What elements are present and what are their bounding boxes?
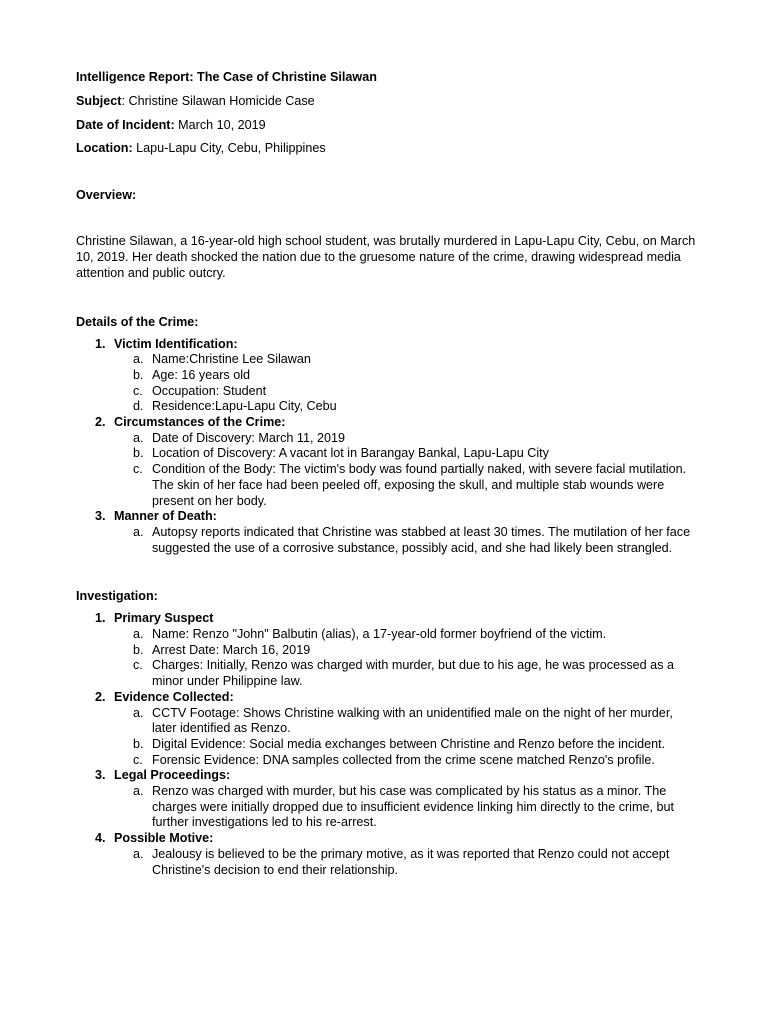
subject-line	[76, 93, 696, 109]
item-text: Residence:Lapu-Lapu City, Cebu	[152, 399, 337, 414]
list-item	[133, 430, 696, 447]
section-title: Victim Identification:	[114, 336, 238, 351]
section-title: Evidence Collected:	[114, 689, 234, 704]
item-letter: d.	[133, 399, 144, 414]
subitem-list	[114, 706, 696, 769]
item-text: Digital Evidence: Social media exchanges between Christine and Renzo before the incident.	[152, 736, 666, 751]
location-value: Lapu-Lapu City, Cebu, Philippines	[132, 141, 326, 156]
item-letter: b.	[133, 446, 144, 461]
item-text: Location of Discovery: A vacant lot in Barangay Bankal, Lapu-Lapu City	[152, 446, 549, 461]
item-text: Jealousy is believed to be the primary motive, as it was reported that Renzo could not accept Christine's decision to end their relationship.	[152, 846, 670, 877]
item-letter: a.	[133, 430, 144, 445]
item-letter: a.	[133, 352, 144, 367]
subitem-list	[114, 352, 696, 415]
item-letter: a.	[133, 784, 144, 799]
subitem-list	[114, 431, 696, 510]
subitem-list	[114, 627, 696, 690]
subject-value: : Christine Silawan Homicide Case	[121, 93, 315, 108]
investigation-list	[76, 611, 696, 878]
list-item	[133, 784, 696, 831]
item-letter: c.	[133, 383, 143, 398]
section-number: 2.	[95, 689, 106, 704]
list-item	[133, 367, 696, 384]
section-number: 3.	[95, 509, 106, 524]
details-section	[95, 336, 696, 416]
item-letter: a.	[133, 627, 144, 642]
item-text: Autopsy reports indicated that Christine was stabbed at least 30 times. The mutilation of her face suggested the use of a corrosive substance, possibly acid, and she had likely been strangled.	[152, 524, 691, 555]
list-item	[133, 352, 696, 368]
list-item	[133, 642, 696, 659]
item-letter: a.	[133, 705, 144, 720]
item-text: Name:Christine Lee Silawan	[152, 352, 311, 367]
list-item	[133, 846, 696, 878]
list-item	[133, 627, 696, 643]
section-title: Possible Motive:	[114, 831, 214, 846]
report-title: Intelligence Report: The Case of Christine Silawan	[76, 70, 377, 84]
list-item	[133, 658, 696, 689]
investigation-section	[95, 611, 696, 690]
list-item	[133, 524, 696, 556]
list-item	[133, 736, 696, 753]
document-page	[76, 69, 696, 878]
item-letter: c.	[133, 462, 143, 477]
details-heading: Details of the Crime:	[76, 314, 199, 329]
item-text: Arrest Date: March 16, 2019	[152, 642, 311, 657]
section-title: Legal Proceedings:	[114, 768, 231, 783]
details-section	[95, 509, 696, 556]
list-item	[133, 383, 696, 400]
overview-heading: Overview:	[76, 188, 137, 203]
section-title: Manner of Death:	[114, 509, 217, 524]
item-text: Forensic Evidence: DNA samples collected from the crime scene matched Renzo's profile.	[152, 752, 655, 767]
item-letter: b.	[133, 736, 144, 751]
subject-label: Subject	[76, 93, 122, 108]
list-item	[133, 446, 696, 462]
item-letter: a.	[133, 846, 144, 861]
item-text: CCTV Footage: Shows Christine walking with an unidentified male on the night of her murder, later identified as Renzo.	[152, 705, 673, 736]
section-number: 2.	[95, 415, 106, 430]
section-title: Primary Suspect	[114, 611, 214, 626]
item-text: Occupation: Student	[152, 383, 267, 398]
section-number: 3.	[95, 768, 106, 783]
section-number: 1.	[95, 611, 106, 626]
item-letter: c.	[133, 752, 143, 767]
location-line	[76, 140, 696, 156]
investigation-section	[95, 831, 696, 878]
item-text: Name: Renzo "John" Balbutin (alias), a 17-year-old former boyfriend of the victim.	[152, 627, 607, 642]
item-letter: b.	[133, 642, 144, 657]
section-number: 4.	[95, 831, 106, 846]
subitem-list	[114, 847, 696, 878]
list-item	[133, 705, 696, 737]
list-item	[133, 752, 696, 769]
item-text: Date of Discovery: March 11, 2019	[152, 430, 345, 445]
item-text: Age: 16 years old	[152, 367, 251, 382]
investigation-section	[95, 768, 696, 831]
details-section	[95, 415, 696, 509]
subitem-list	[114, 525, 696, 556]
details-list	[76, 337, 696, 557]
investigation-section	[95, 689, 696, 769]
list-item	[133, 399, 696, 415]
item-letter: c.	[133, 658, 143, 673]
item-letter: a.	[133, 524, 144, 539]
list-item	[133, 462, 696, 509]
item-text: Charges: Initially, Renzo was charged with murder, but due to his age, he was processed as a minor under Philippine law.	[152, 658, 674, 689]
date-value: March 10, 2019	[174, 117, 266, 132]
item-letter: b.	[133, 367, 144, 382]
item-text: Renzo was charged with murder, but his case was complicated by his status as a minor. The charges were initially dropped due to insufficient evidence linking him directly to the crime, but further investigations led to his re-arrest.	[152, 784, 674, 830]
investigation-heading: Investigation:	[76, 589, 158, 604]
location-label: Location:	[76, 141, 133, 156]
subitem-list	[114, 784, 696, 831]
section-title: Circumstances of the Crime:	[114, 415, 286, 430]
section-number: 1.	[95, 336, 106, 351]
item-text: Condition of the Body: The victim's body was found partially naked, with severe facial mutilation. The skin of her face had been peeled off, exposing the skull, and multiple stab wounds were present on her body.	[152, 462, 687, 508]
overview-paragraph: Christine Silawan, a 16-year-old high school student, was brutally murdered in Lapu-Lapu City, Cebu, on March 10, 2019. Her death shocked the nation due to the gruesome nature of the crime, drawing widespread media attention and public outcry.	[76, 234, 696, 280]
date-line	[76, 117, 696, 133]
date-label: Date of Incident:	[76, 117, 175, 132]
